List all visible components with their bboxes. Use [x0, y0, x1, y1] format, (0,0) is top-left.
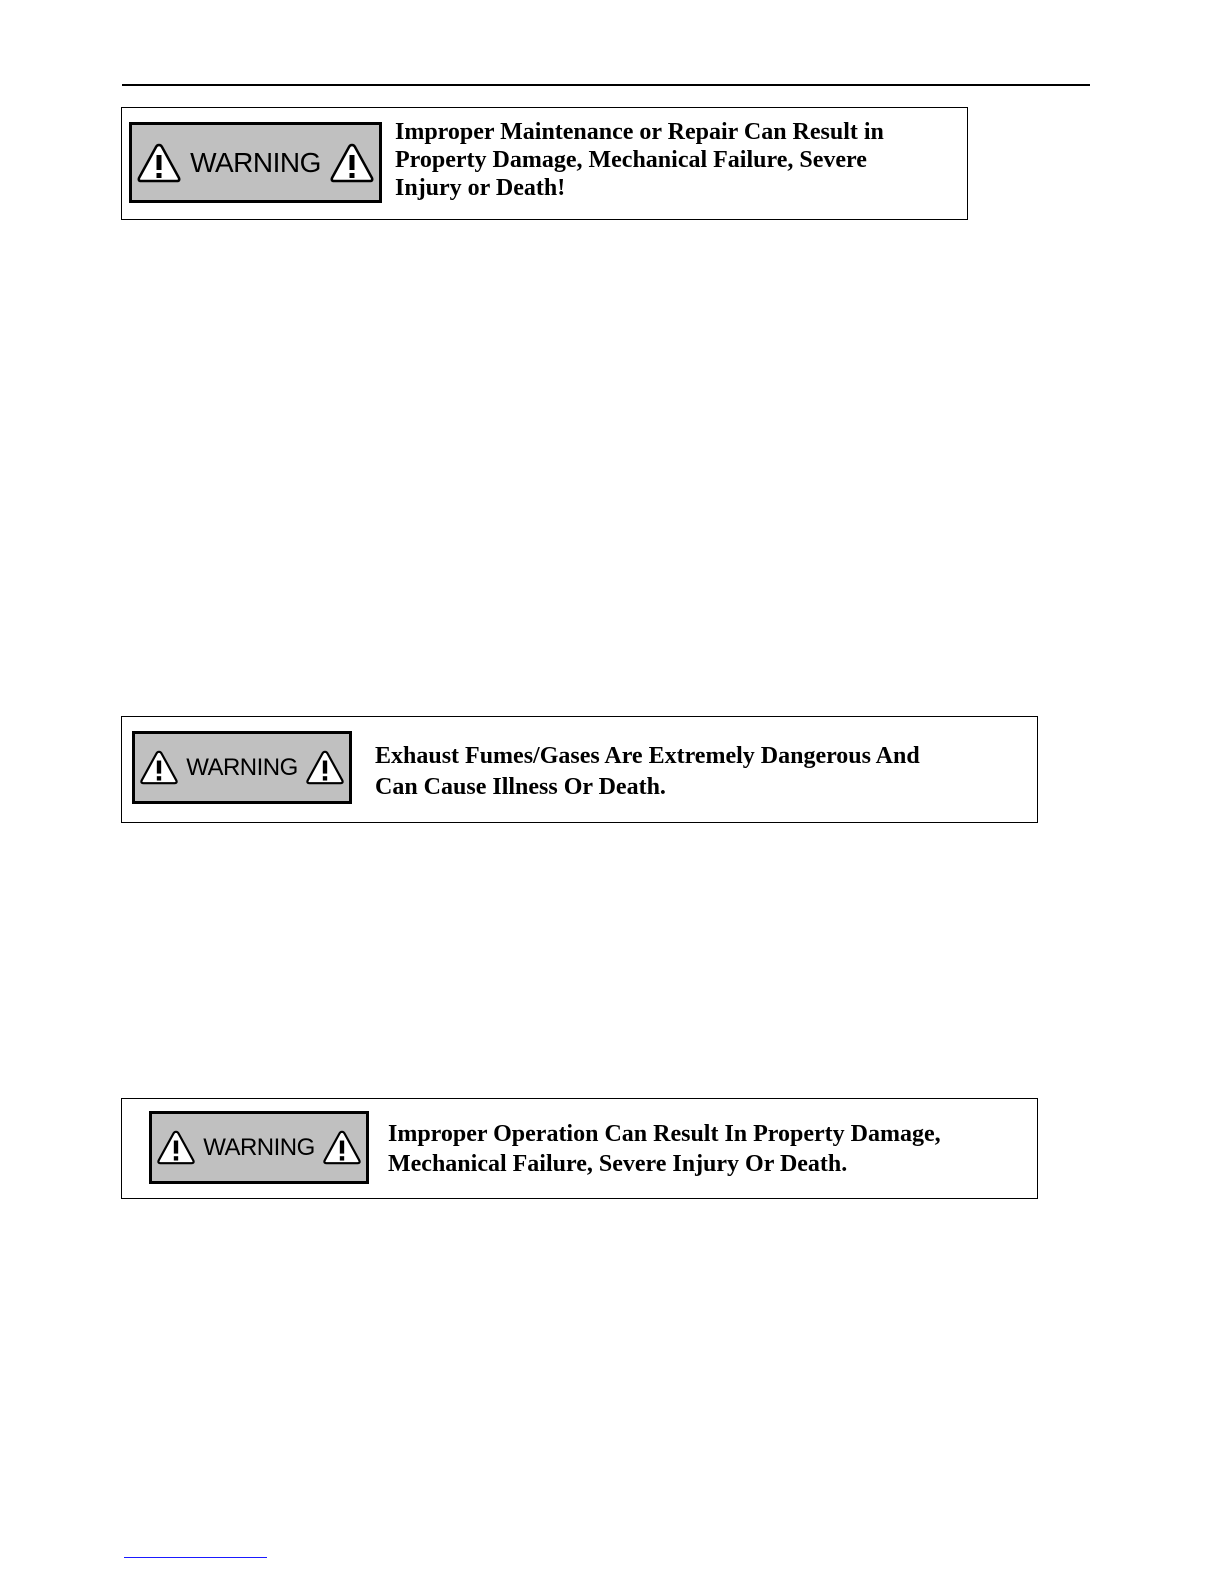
warning-box-exhaust	[121, 716, 1038, 823]
warning-message-line: Improper Maintenance or Repair Can Result in	[395, 119, 884, 145]
warning-message-line: Mechanical Failure, Severe Injury Or Death.	[388, 1151, 848, 1177]
warning-badge	[129, 122, 382, 203]
warning-message	[395, 119, 884, 202]
warning-message-line: Injury or Death!	[395, 174, 566, 201]
warning-box-operation	[121, 1098, 1038, 1199]
warning-triangle-icon	[136, 142, 182, 184]
warning-message-line: Exhaust Fumes/Gases Are Extremely Dangerous And	[375, 743, 920, 769]
warning-message-line: Property Damage, Mechanical Failure, Severe	[395, 146, 867, 173]
warning-message-line: Improper Operation Can Result In Property Damage,	[388, 1121, 941, 1147]
warning-box-maintenance	[121, 107, 968, 220]
warning-triangle-icon	[139, 749, 179, 786]
warning-triangle-icon	[305, 749, 345, 786]
warning-badge	[132, 731, 352, 804]
warning-label: WARNING	[203, 1133, 315, 1161]
warning-label: WARNING	[186, 753, 298, 781]
warning-message	[388, 1119, 941, 1179]
header-rule	[122, 84, 1090, 86]
warning-triangle-icon	[156, 1129, 196, 1166]
warning-label: WARNING	[190, 146, 321, 178]
warning-message	[375, 741, 920, 803]
footnote-rule	[124, 1557, 267, 1558]
warning-triangle-icon	[322, 1129, 362, 1166]
warning-badge	[149, 1111, 369, 1184]
warning-triangle-icon	[329, 142, 375, 184]
warning-message-line: Can Cause Illness Or Death.	[375, 774, 666, 801]
